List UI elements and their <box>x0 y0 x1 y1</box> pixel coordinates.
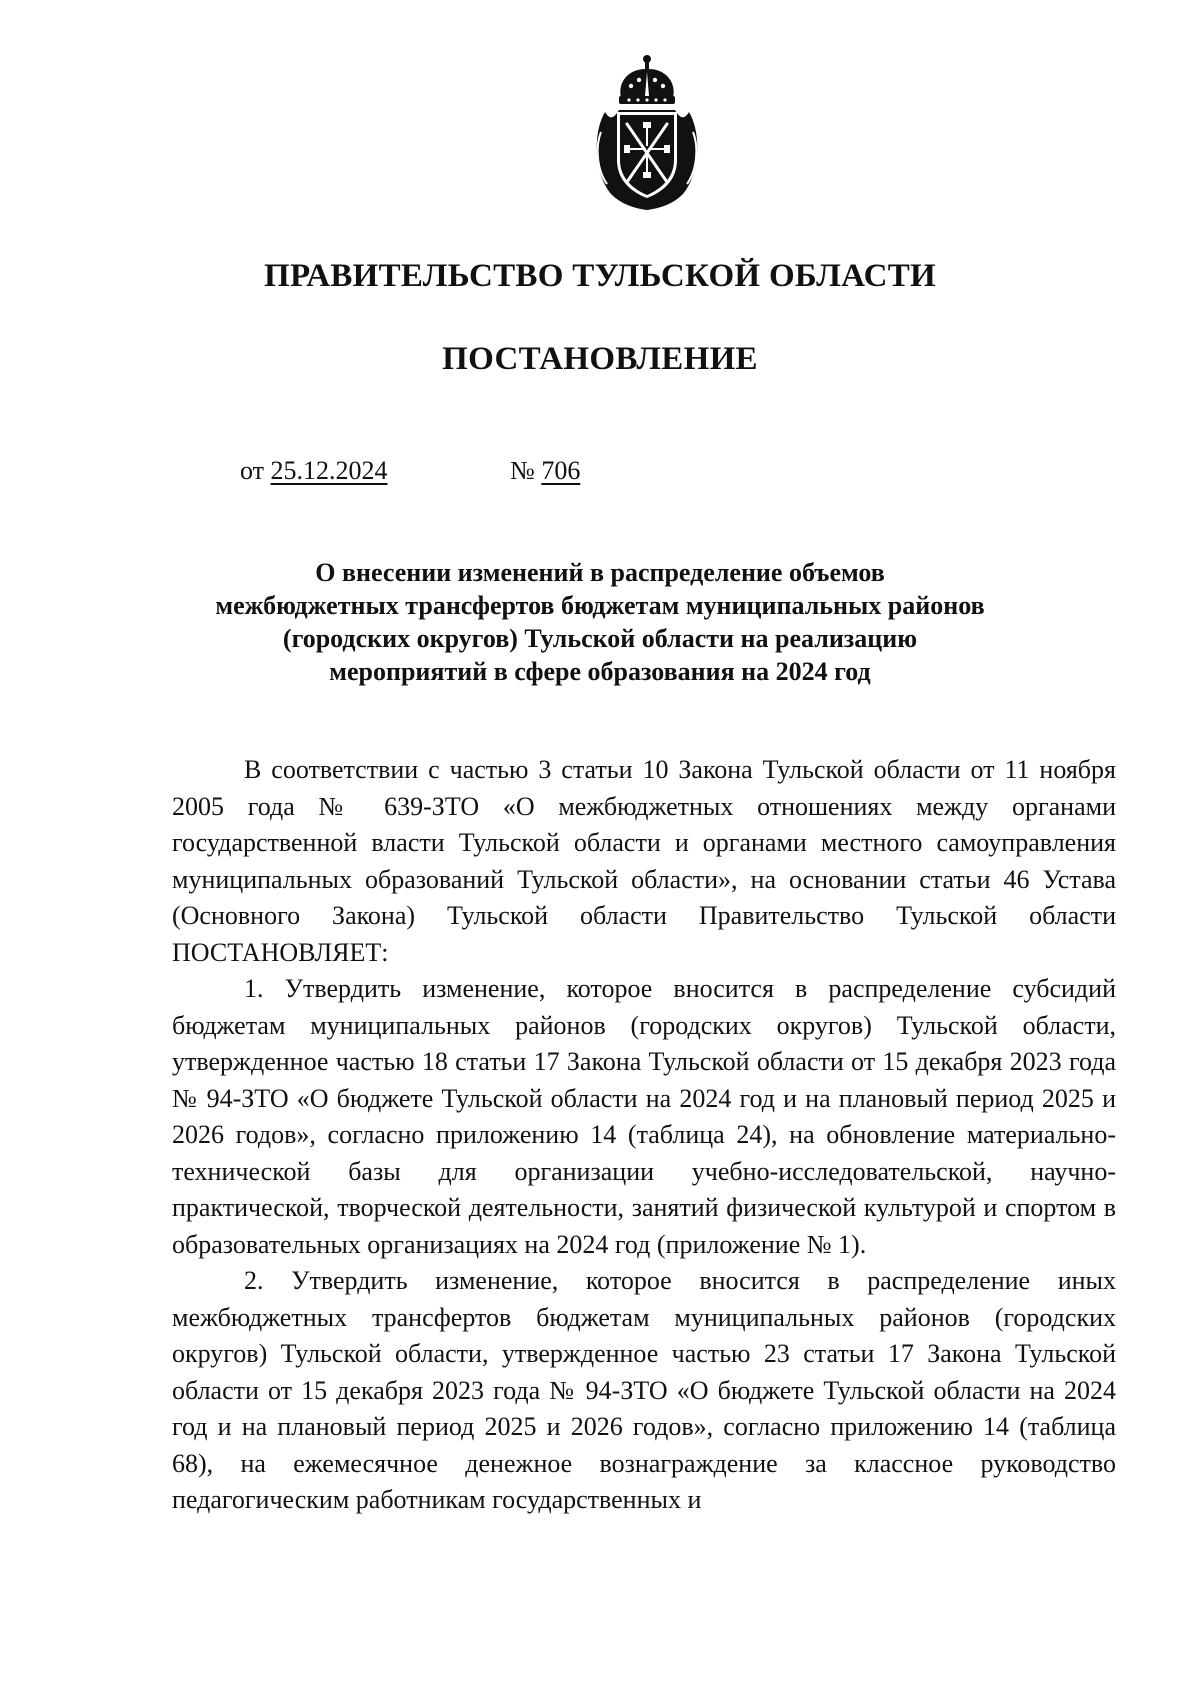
document-subject <box>150 556 1050 688</box>
date-value: 25.12.2024 <box>270 456 388 485</box>
preamble-paragraph: В соответствии с частью 3 статьи 10 Закона Тульской области от 11 ноября 2005 года № 639-ЗТО «О межбюджетных отношениях между органами государственной власти Тульской области и органами местного самоуправления муниципальных образований Тульской области», на основании статьи 46 Устава (Основного Закона) Тульской области Правительство Тульской области ПОСТАНОВЛЯЕТ: <box>172 755 1116 967</box>
clause-1-paragraph: 1. Утвердить изменение, которое вносится в распределение субсидий бюджетам муниципальных районов (городских округов) Тульской области, утвержденное частью 18 статьи 17 Закона Тульской области от 15 декабря 2023 года № 94-ЗТО «О бюджете Тульской области на 2024 год и на плановый период 2025 и 2026 годов», согласно приложению 14 (таблица 24), на обновление материально-технической базы для организации учебно-исследовательской, научно-практической, творческой деятельности, занятий физической культурой и спортом в образовательных организациях на 2024 год (приложение № 1). <box>172 974 1116 1259</box>
document-number <box>510 456 580 486</box>
document-type-title: ПОСТАНОВЛЕНИЕ <box>442 341 758 377</box>
subject-line: межбюджетных трансфертов бюджетам муниципальных районов <box>215 591 985 620</box>
document-date <box>240 456 388 486</box>
number-prefix: № <box>510 456 535 485</box>
clause-2-paragraph: 2. Утвердить изменение, которое вносится в распределение иных межбюджетных трансфертов бюджетам муниципальных районов (городских округов) Тульской области, утвержденное частью 23 статьи 17 Закона Тульской области от 15 декабря 2023 года № 94-ЗТО «О бюджете Тульской области на 2024 год и на плановый период 2025 и 2026 годов», согласно приложению 14 (таблица 68), на ежемесячное денежное вознаграждение за классное руководство педагогическим работникам государственных и <box>172 1266 1116 1514</box>
subject-line: (городских округов) Тульской области на реализацию <box>282 624 918 653</box>
document-body <box>172 752 1116 1519</box>
government-title: ПРАВИТЕЛЬСТВО ТУЛЬСКОЙ ОБЛАСТИ <box>264 258 936 294</box>
tula-coat-of-arms-icon <box>591 52 703 214</box>
date-prefix: от <box>240 456 265 485</box>
subject-line: мероприятий в сфере образования на 2024 год <box>329 657 871 686</box>
subject-line: О внесении изменений в распределение объемов <box>315 558 885 587</box>
number-value: 706 <box>541 456 581 485</box>
